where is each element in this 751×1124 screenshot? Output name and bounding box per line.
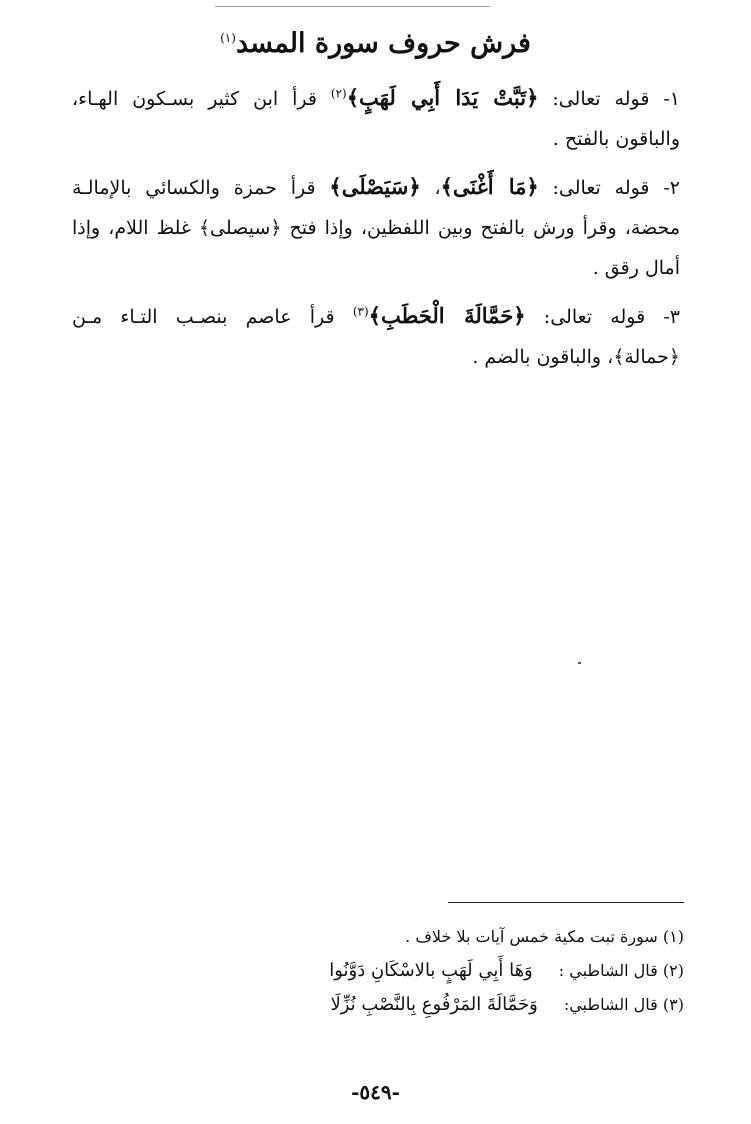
paragraph-1-line-2	[72, 119, 680, 159]
paragraph-3-line-2	[72, 337, 680, 377]
page-title-text: فرش حروف سورة المسد	[235, 28, 531, 59]
paragraph-2-line-2	[72, 208, 680, 248]
footnote-text: (٣) قال الشاطبي:	[563, 995, 684, 1014]
paragraph-text: ١- قوله تعالى:	[538, 88, 680, 110]
paragraph-1-line-1	[72, 78, 680, 119]
paragraph-text: قرأ ابن كثير بسـكون الهـاء،	[72, 88, 331, 110]
paragraph-3-line-1	[72, 296, 680, 337]
quran-quote: ﴿سَيَصْلَى﴾	[329, 174, 421, 199]
paragraph-2-line-3	[72, 248, 680, 288]
body-text	[72, 78, 680, 385]
page-number: -٥٤٩-	[351, 1080, 400, 1104]
paragraph-text: ،	[420, 177, 441, 199]
footnote-verse: وَهَا أَبِي لَهَبٍ بالاسْكَانِ دَوَّنُوا	[329, 960, 533, 981]
paragraph-text: أمال رقق .	[592, 257, 680, 279]
footnotes	[250, 920, 684, 1022]
footnote-ref: (٣)	[352, 304, 369, 319]
footnote-text: (٢) قال الشاطبي :	[558, 961, 684, 980]
paragraph-text: قرأ حمزة والكسائي بالإمالـة	[72, 177, 330, 199]
quran-quote: ﴿حَمَّالَةَ الْحَطَبِ﴾	[368, 303, 526, 328]
paragraph-text: ٢- قوله تعالى:	[538, 177, 680, 199]
footnote-2	[250, 954, 684, 988]
quran-quote: ﴿تَبَّتْ يَدَا أَبِي لَهَبٍ﴾	[346, 85, 539, 110]
footnote-verse: وَحَمَّالَةَ المَرْفُوعِ بِالنَّصْبِ نُزِّلَا	[330, 994, 538, 1015]
paragraph-text: والباقون بالفتح .	[552, 128, 680, 150]
quran-quote: ﴿مَا أَغْنَى﴾	[440, 174, 539, 199]
top-rule	[215, 6, 490, 7]
paragraph-text: ﴿حمالة﴾، والباقون بالضم .	[472, 346, 680, 368]
paragraph-text: محضة، وقرأ ورش بالفتح وبين اللفظين، وإذا فتح ﴿سيصلى﴾ غلظ اللام، وإذا	[72, 217, 680, 239]
footnote-3	[250, 988, 684, 1022]
footnote-1	[250, 920, 684, 954]
footnote-ref: (٢)	[330, 86, 347, 101]
footnote-separator	[448, 902, 684, 903]
paragraph-text: ٣- قوله تعالى:	[525, 306, 681, 328]
paragraph-text: قرأ عاصم بنصـب التـاء مـن	[72, 306, 353, 328]
footnote-text: (١) سورة تبت مكية خمس آيات بلا خلاف .	[405, 927, 684, 946]
stray-mark	[578, 662, 581, 664]
title-footnote-ref: (١)	[220, 31, 236, 45]
paragraph-2-line-1	[72, 167, 680, 208]
page-title	[0, 22, 751, 66]
